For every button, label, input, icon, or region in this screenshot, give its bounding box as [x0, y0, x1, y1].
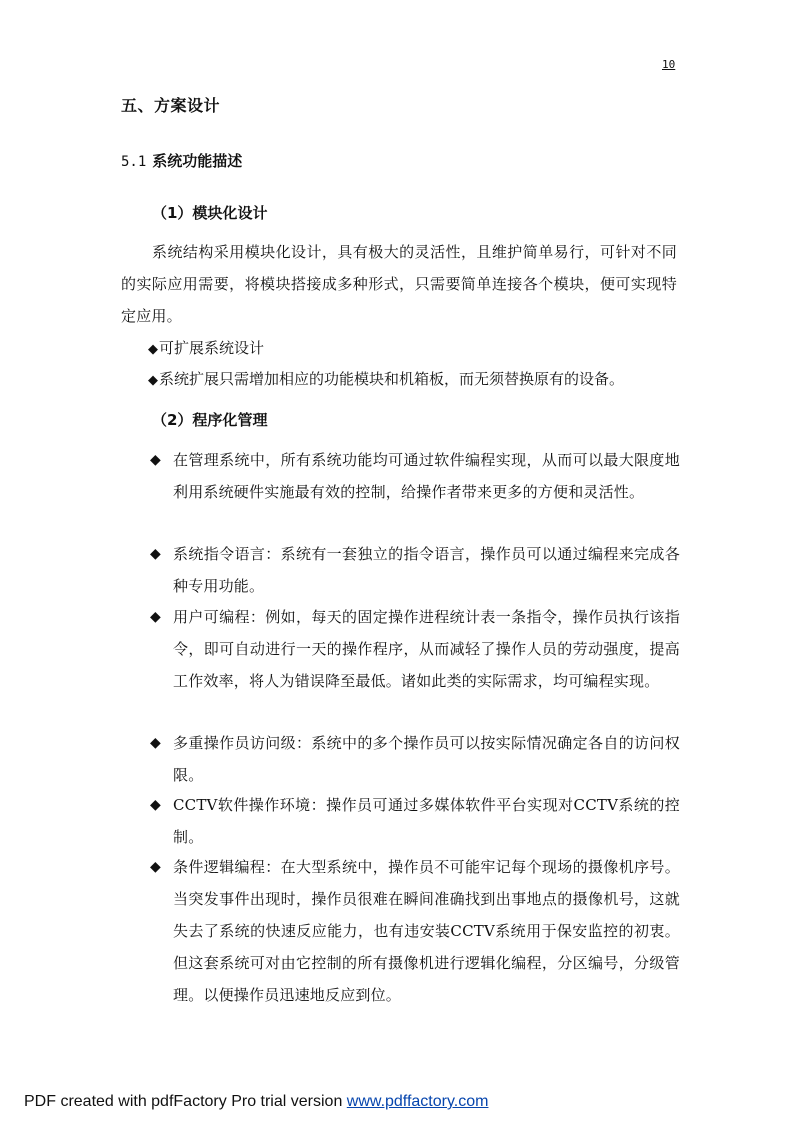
list-item — [150, 538, 680, 602]
list-item-text: 系统指令语言：系统有一套独立的指令语言，操作员可以通过编程来完成各种专用功能。 — [173, 545, 680, 595]
subsection-heading — [121, 150, 242, 171]
modular-heading: （1）模块化设计 — [152, 204, 268, 222]
modular-line-1 — [148, 337, 264, 358]
diamond-bullet-icon: ◆ — [150, 735, 161, 751]
footer-text: PDF created with pdfFactory Pro trial version — [24, 1093, 347, 1110]
diamond-bullet-icon: ◆ — [150, 797, 161, 813]
diamond-bullet-icon: ◆ — [150, 859, 161, 875]
list-item-text: 用户可编程：例如，每天的固定操作进程统计表一条指令，操作员执行该指令，即可自动进行一天的操作程序，从而减轻了操作人员的劳动强度，提高工作效率，将人为错误降至最低。诸如此类的实际需求，均可编程实现。 — [173, 608, 680, 690]
diamond-bullet-icon: ◆ — [150, 609, 161, 625]
modular-paragraph: 系统结构采用模块化设计，具有极大的灵活性，且维护简单易行，可针对不同的实际应用需要，将模块搭接成多种形式，只需要简单连接各个模块，便可实现特定应用。 — [121, 243, 677, 325]
page-number: 10 — [662, 58, 676, 71]
footer-link[interactable]: www.pdffactory.com — [346, 1093, 489, 1110]
diamond-bullet-icon: ◆ — [150, 452, 161, 468]
diamond-bullet-icon: ◆ — [150, 546, 161, 562]
list-item — [150, 727, 680, 791]
diamond-bullet-icon: ◆ — [148, 342, 158, 357]
list-item — [150, 601, 680, 697]
modular-line-2 — [148, 368, 624, 389]
diamond-bullet-icon: ◆ — [148, 373, 158, 388]
section-title: 五、方案设计 — [121, 96, 221, 115]
programmed-heading: （2）程序化管理 — [152, 411, 268, 429]
list-item-text: CCTV软件操作环境：操作员可通过多媒体软件平台实现对CCTV系统的控制。 — [173, 796, 680, 846]
list-item — [150, 444, 680, 508]
subsection-number: 5.1 — [121, 154, 147, 170]
list-item — [150, 789, 680, 853]
modular-line-text: 可扩展系统设计 — [159, 339, 265, 357]
subsection-title: 系统功能描述 — [152, 152, 243, 170]
list-item-text: 在管理系统中，所有系统功能均可通过软件编程实现，从而可以最大限度地利用系统硬件实施最有效的控制，给操作者带来更多的方便和灵活性。 — [173, 451, 680, 501]
pdf-footer — [24, 1093, 488, 1111]
list-item-text: 多重操作员访问级：系统中的多个操作员可以按实际情况确定各自的访问权限。 — [173, 734, 680, 784]
list-item-text: 条件逻辑编程：在大型系统中，操作员不可能牢记每个现场的摄像机序号。当突发事件出现时，操作员很难在瞬间准确找到出事地点的摄像机号，这就失去了系统的快速反应能力，也有违安装CCTV系统用于保安监控的初衷。但这套系统可对由它控制的所有摄像机进行逻辑化编程，分区编号，分级管理。以便操作员迅速地反应到位。 — [173, 858, 680, 1004]
modular-line-text: 系统扩展只需增加相应的功能模块和机箱板，而无须替换原有的设备。 — [159, 370, 625, 388]
list-item — [150, 851, 680, 1011]
